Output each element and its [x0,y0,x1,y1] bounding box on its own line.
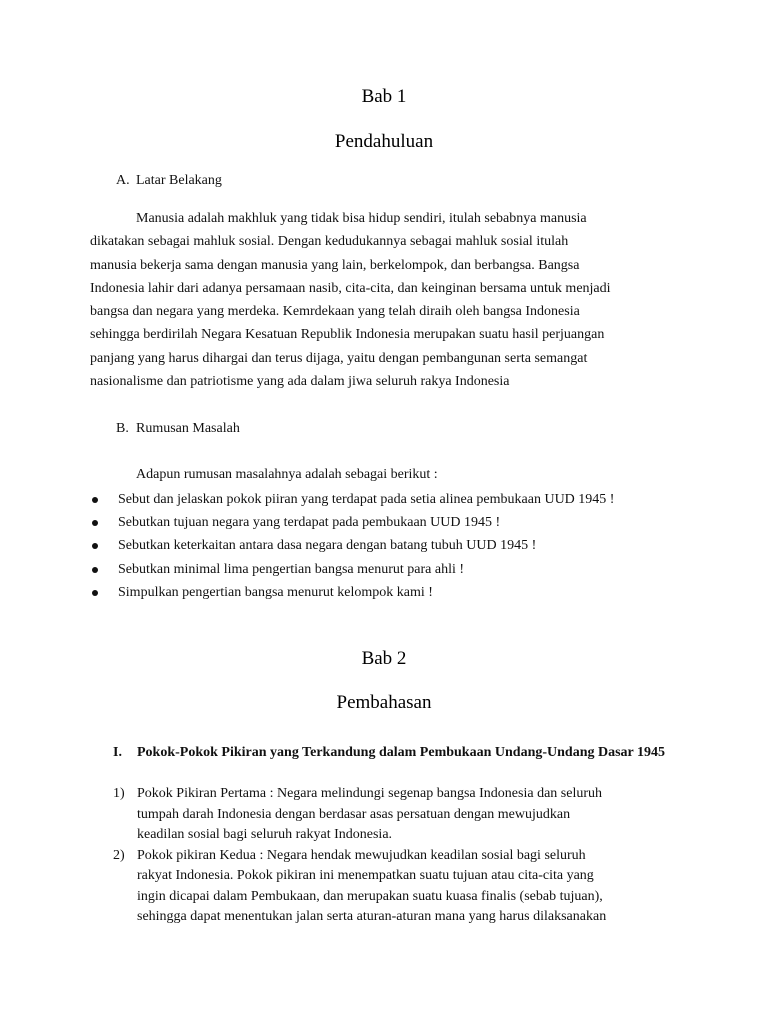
list-item-marker: 2) [113,847,125,863]
bullet-icon [92,543,98,549]
list-item-text: Sebut dan jelaskan pokok piiran yang terdapat pada setia alinea pembukaan UUD 1945 ! [118,492,615,507]
paragraph-line: panjang yang harus dihargai dan terus dijaga, yaitu dengan pembangunan serta semangat [90,350,588,366]
list-item-text: Sebutkan keterkaitan antara dasa negara dengan batang tubuh UUD 1945 ! [118,538,537,554]
list-item-line: sehingga dapat menentukan jalan serta aturan-aturan mana yang harus dilaksanakan [137,909,607,924]
list-item-line: Pokok Pikiran Pertama : Negara melindungi segenap bangsa Indonesia dan seluruh [137,786,602,801]
section-a-marker: A. [116,173,130,188]
paragraph-line: Indonesia lahir dari adanya persamaan nasib, cita-cita, dan keinginan bersama untuk menjadi [90,280,611,296]
bullet-icon [92,567,98,573]
bullet-icon [92,497,98,503]
list-item-text [137,846,606,928]
paragraph-line: nasionalisme dan patriotisme yang ada dalam jiwa seluruh rakya Indonesia [90,374,510,390]
rumusan-intro: Adapun rumusan masalahnya adalah sebagai berikut : [136,467,438,482]
list-item-text: Simpulkan pengertian bangsa menurut kelompok kami ! [118,584,433,600]
bab1-title: Bab 1 [361,86,407,107]
section-a-label: Latar Belakang [136,173,222,188]
section-1-title: Pokok-Pokok Pikiran yang Terkandung dalam Pembukaan Undang-Undang Dasar 1945 [137,745,666,760]
list-item-line: rakyat Indonesia. Pokok pikiran ini menempatkan suatu tujuan atau cita-cita yang [137,868,594,883]
list-item [113,846,606,928]
list-item-marker: 1) [113,786,125,801]
section-1-marker: I. [113,745,122,760]
pokok-pikiran-list [113,784,606,928]
bab2-title: Bab 2 [361,648,407,669]
latar-belakang-paragraph [90,207,680,393]
paragraph-line: dikatakan sebagai mahluk sosial. Dengan kedudukannya sebagai mahluk sosial itulah [90,234,569,250]
paragraph-line: Manusia adalah makhluk yang tidak bisa hidup sendiri, itulah sebabnya manusia [136,211,587,226]
list-item-text: Sebutkan minimal lima pengertian bangsa menurut para ahli ! [118,561,465,577]
section-b-marker: B. [116,421,129,436]
list-item-line: tumpah darah Indonesia dengan berdasar asas persatuan dengan mewujudkan [137,806,571,822]
list-item [113,784,606,846]
bab2-subtitle: Pembahasan [336,692,432,713]
bab1-subtitle: Pendahuluan [334,131,434,152]
list-item-text [137,784,606,846]
list-item-line: keadilan sosial bagi seluruh rakyat Indonesia. [137,827,393,842]
list-item-text: Sebutkan tujuan negara yang terdapat pada pembukaan UUD 1945 ! [118,515,501,531]
paragraph-line: manusia bekerja sama dengan manusia yang lain, berkelompok, dan berbangsa. Bangsa [90,257,580,273]
section-b-label: Rumusan Masalah [136,421,240,436]
paragraph-line: bangsa dan negara yang merdeka. Kemrdekaan yang telah diraih oleh bangsa Indonesia [90,304,580,320]
list-item-line: ingin dicapai dalam Pembukaan, dan merupakan suatu kuasa finalis (sebab tujuan), [137,888,603,904]
bullet-icon [92,590,98,596]
list-item-line: Pokok pikiran Kedua : Negara hendak mewujudkan keadilan sosial bagi seluruh [137,847,586,863]
bullet-icon [92,520,98,526]
paragraph-line: sehingga berdirilah Negara Kesatuan Republik Indonesia merupakan suatu hasil perjuangan [90,327,605,343]
